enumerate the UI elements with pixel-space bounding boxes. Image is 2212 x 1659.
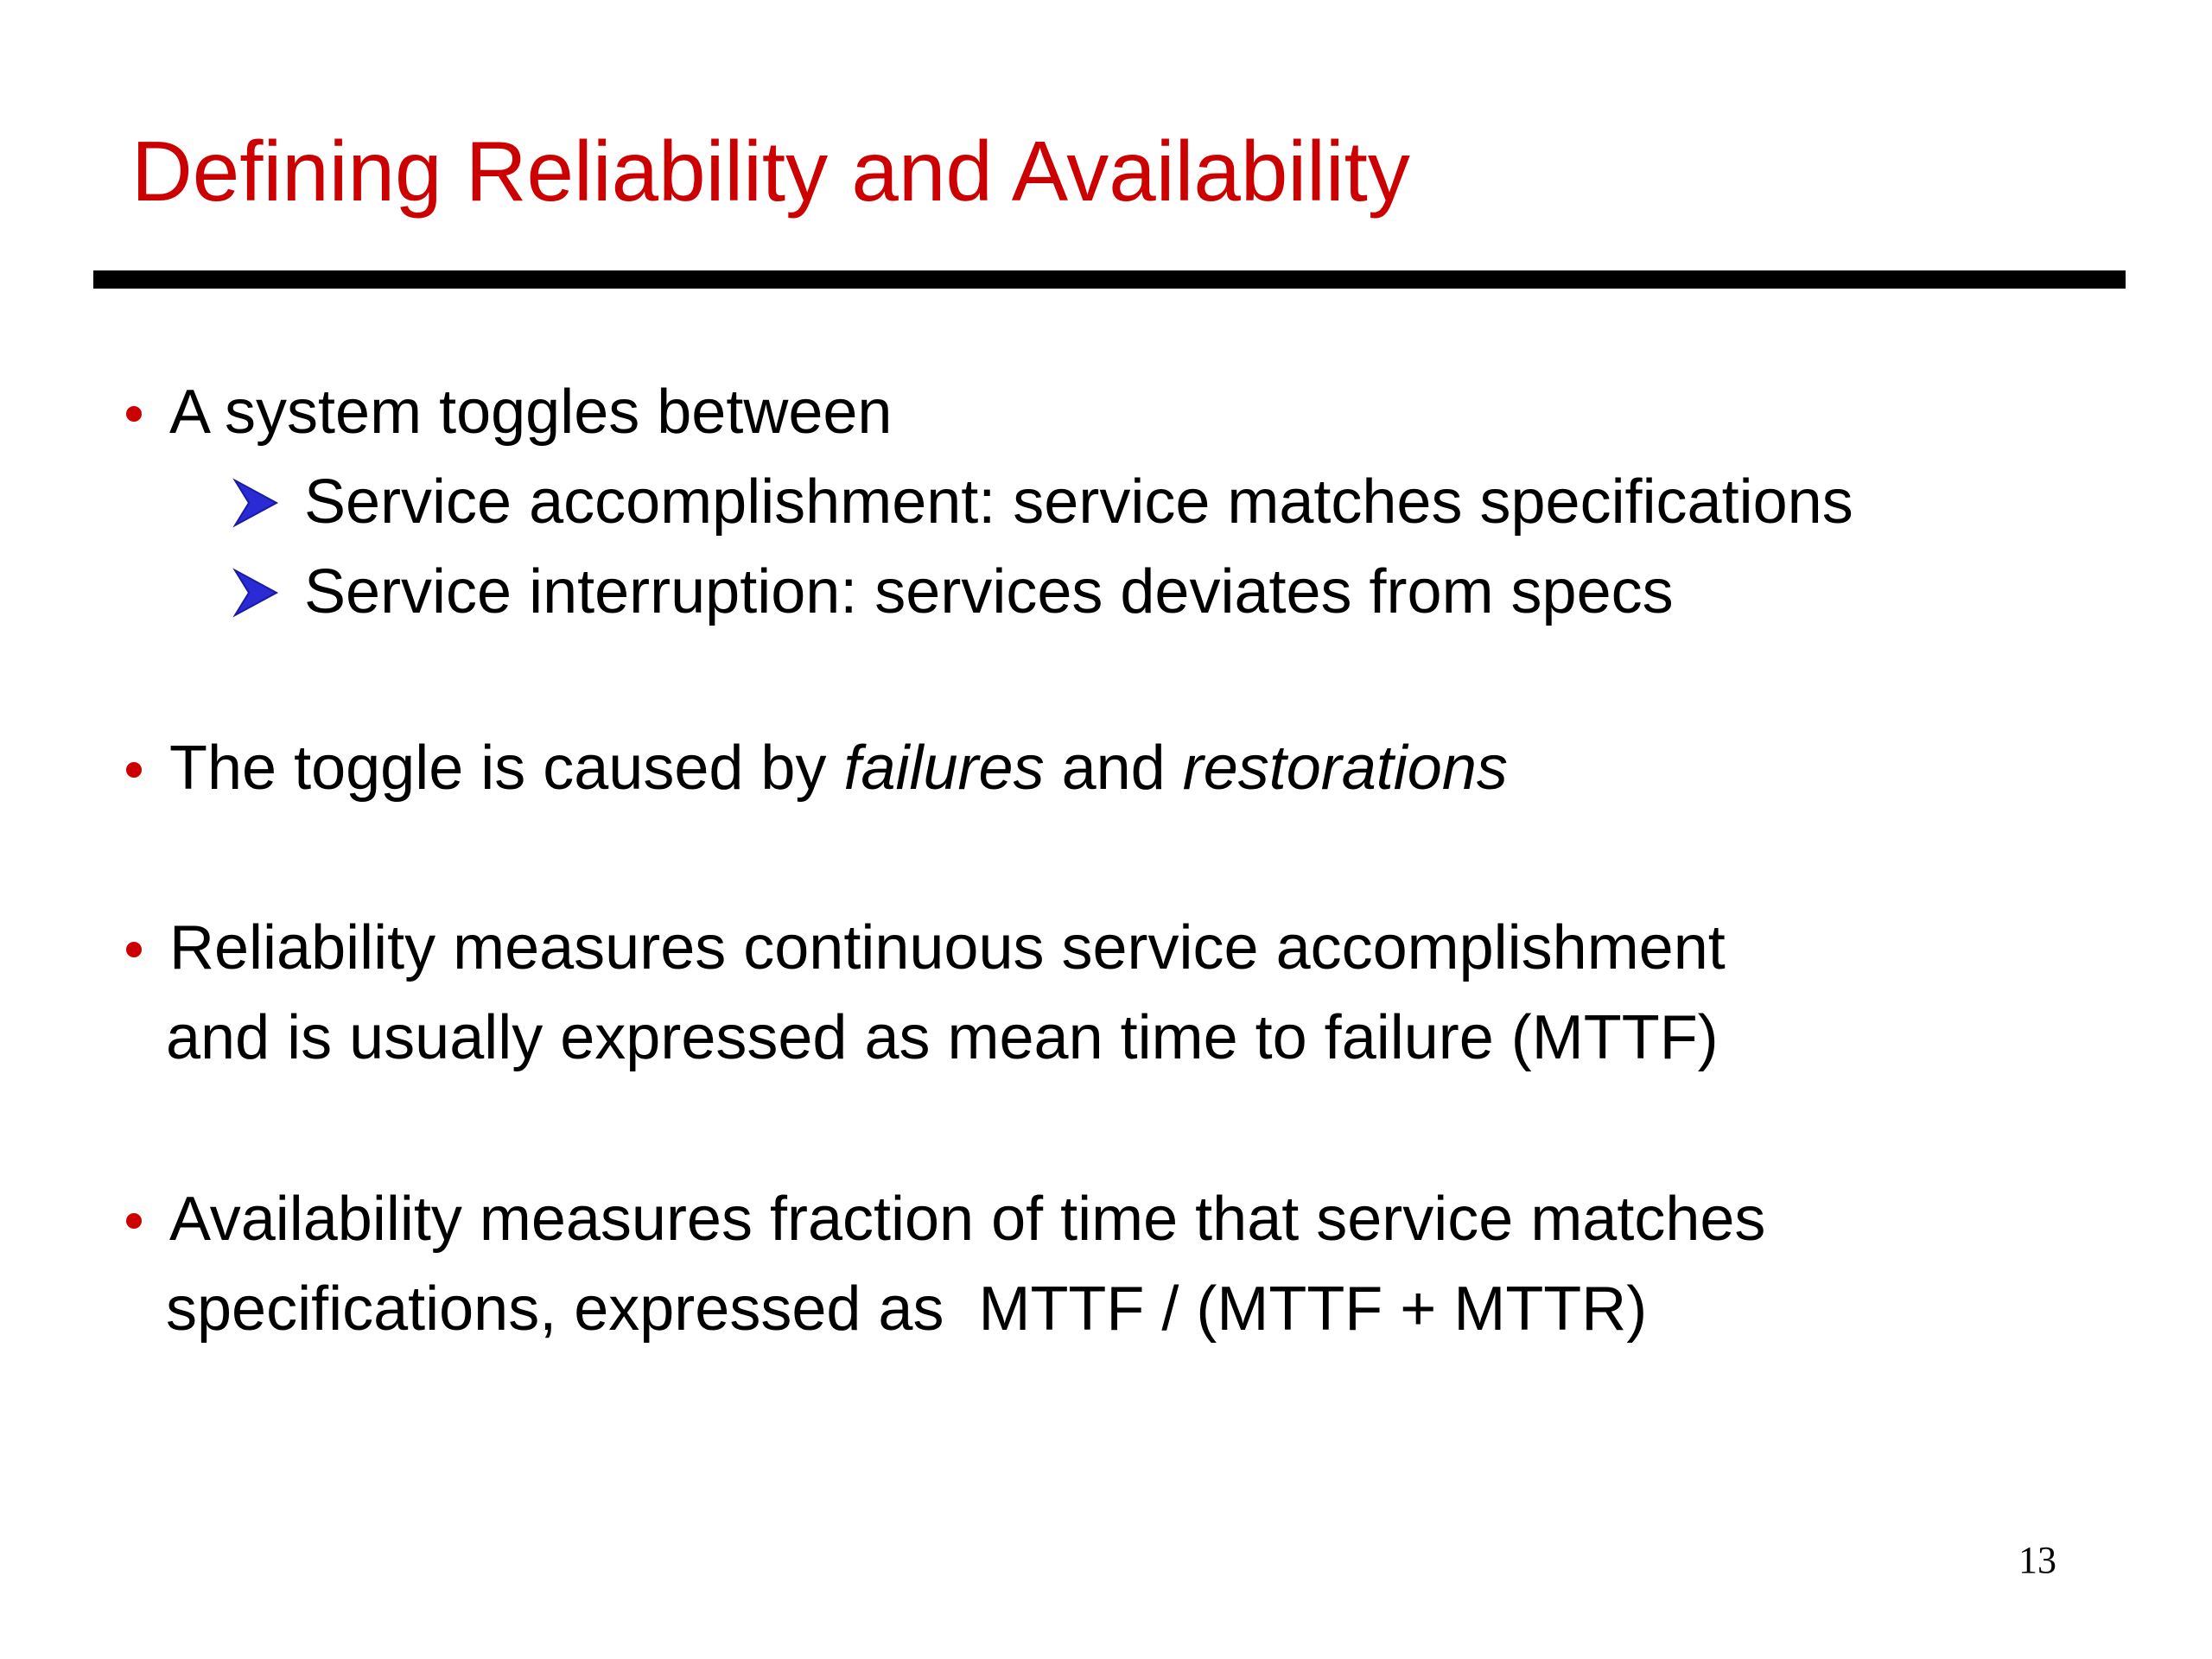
bullet-2-segment: and [1044, 734, 1183, 803]
bullet-dot [126, 942, 142, 957]
sub-bullet-1-text: Service accomplishment: service matches specifications [304, 467, 1853, 537]
bullet-1-text: A system toggles between [169, 378, 893, 447]
bullet-3-line-1: Reliability measures continuous service accomplishment [169, 913, 1726, 982]
bullet-2-emphasis-failures: failures [843, 734, 1045, 803]
bullet-2-segment: The toggle is caused by [169, 734, 844, 803]
bullet-4-line-2: specifications, expressed as MTTF / (MTTF + MTTR) [166, 1274, 1648, 1344]
arrow-bullet-icon [232, 477, 280, 529]
arrow-bullet-icon [232, 567, 280, 619]
bullet-dot [126, 1213, 142, 1229]
bullet-3-line-2: and is usually expressed as mean time to failure (MTTF) [166, 1003, 1719, 1072]
bullet-4-line-1: Availability measures fraction of time that service matches [169, 1185, 1766, 1254]
bullet-2-emphasis-restorations: restorations [1182, 734, 1508, 803]
bullet-dot [126, 406, 142, 422]
sub-bullet-2-text: Service interruption: services deviates from specs [304, 557, 1674, 626]
page-number: 13 [2018, 1539, 2056, 1581]
title-divider [93, 270, 2126, 289]
bullet-2-text [169, 729, 1508, 807]
bullet-dot [126, 762, 142, 778]
slide-title: Defining Reliability and Availability [131, 124, 1410, 219]
